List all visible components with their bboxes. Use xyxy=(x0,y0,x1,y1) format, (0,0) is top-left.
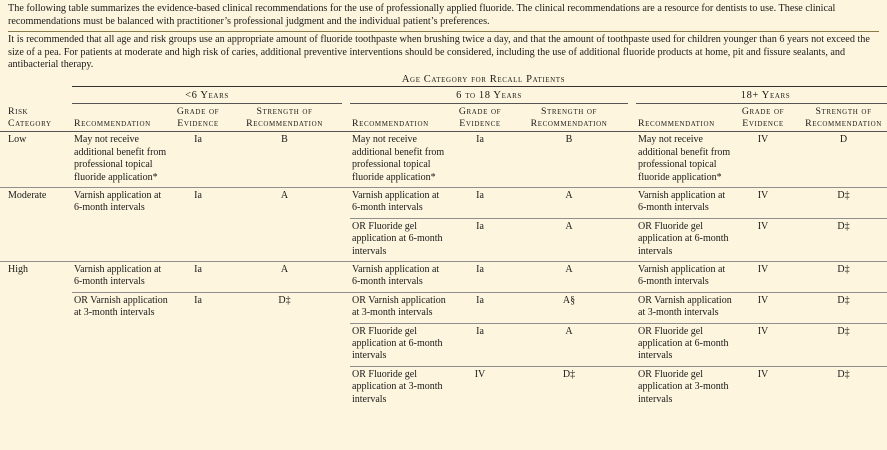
recommendation-cell: May not receive additional benefit from professional topical fluoride application* xyxy=(352,134,445,183)
strength-cell: D‡ xyxy=(792,188,887,219)
strength-cell xyxy=(227,366,342,409)
grade-cell: Ia xyxy=(450,188,510,219)
column-gap xyxy=(628,218,636,261)
strength-cell: A§ xyxy=(510,292,628,323)
column-gap xyxy=(628,323,636,366)
risk-category-cell xyxy=(0,292,72,323)
risk-category-header: Risk Category xyxy=(0,104,72,132)
strength-cell: B xyxy=(281,134,288,146)
recommendation-cell: OR Varnish application at 3-month intervals xyxy=(636,292,734,323)
strength-cell: D‡ xyxy=(792,323,887,366)
strength-cell: D‡ xyxy=(792,292,887,323)
grade-cell: IV xyxy=(734,292,792,323)
group-header-18-plus: 18+ Years xyxy=(636,88,887,104)
risk-category-cell xyxy=(0,323,72,366)
grade-cell: Ia xyxy=(450,262,510,293)
table-row xyxy=(0,366,887,409)
column-gap xyxy=(628,132,636,188)
risk-category-cell: Moderate xyxy=(0,188,72,219)
table-row xyxy=(0,262,887,293)
grade-header: Grade of Evidence xyxy=(450,104,510,132)
column-gap xyxy=(342,218,350,261)
recommendation-header: Recommendation xyxy=(350,104,450,132)
strength-cell: D‡ xyxy=(792,366,887,409)
recommendation-header: Recommendation xyxy=(72,104,169,132)
grade-header: Grade of Evidence xyxy=(169,104,227,132)
recommendation-cell: OR Fluoride gel application at 3-month intervals xyxy=(350,366,450,409)
grade-cell: Ia xyxy=(169,188,227,219)
strength-header: Strength of Recommendation xyxy=(792,104,887,132)
strength-cell: A xyxy=(510,262,628,293)
grade-cell xyxy=(169,218,227,261)
strength-cell: A xyxy=(227,188,342,219)
table-row xyxy=(0,218,887,261)
table-row xyxy=(0,323,887,366)
strength-cell: A xyxy=(510,218,628,261)
recommendation-cell xyxy=(72,218,169,261)
recommendation-cell xyxy=(72,323,169,366)
risk-category-cell xyxy=(0,366,72,409)
recommendation-cell xyxy=(72,366,169,409)
intro-paragraph-1: The following table summarizes the evidence-based clinical recommendations for the use of professionally applied fluoride. The clinical recommendations are a resource for dentists to use. These clinical recommendations must be balanced with practitioner’s professional judgment and the individual patient’s preferences. xyxy=(8,3,879,32)
grade-cell: IV xyxy=(757,134,769,146)
grade-cell: IV xyxy=(734,262,792,293)
grade-cell: Ia xyxy=(194,134,202,146)
column-gap xyxy=(628,366,636,409)
recommendation-cell: Varnish application at 6-month intervals xyxy=(636,188,734,219)
table-row xyxy=(0,132,887,188)
grade-cell xyxy=(169,366,227,409)
strength-cell: D‡ xyxy=(510,366,628,409)
grade-cell: IV xyxy=(450,366,510,409)
recommendation-cell: May not receive additional benefit from professional topical fluoride application* xyxy=(74,134,167,183)
grade-cell: IV xyxy=(734,218,792,261)
recommendation-cell: OR Varnish application at 3-month intervals xyxy=(72,292,169,323)
grade-cell: Ia xyxy=(169,292,227,323)
grade-cell: Ia xyxy=(450,323,510,366)
grade-cell: IV xyxy=(734,366,792,409)
strength-cell: D‡ xyxy=(792,262,887,293)
recommendation-cell: OR Varnish application at 3-month intervals xyxy=(350,292,450,323)
strength-cell: D‡ xyxy=(227,292,342,323)
recommendation-cell: OR Fluoride gel application at 6-month intervals xyxy=(636,218,734,261)
column-gap xyxy=(628,188,636,219)
recommendation-cell: Varnish application at 6-month intervals xyxy=(72,188,169,219)
column-gap xyxy=(628,292,636,323)
table-row xyxy=(0,292,887,323)
strength-header: Strength of Recommendation xyxy=(227,104,342,132)
grade-cell: Ia xyxy=(169,262,227,293)
recommendation-cell: OR Fluoride gel application at 6-month intervals xyxy=(350,218,450,261)
recommendation-cell: Varnish application at 6-month intervals xyxy=(350,262,450,293)
grade-cell: Ia xyxy=(476,134,484,146)
column-gap xyxy=(628,262,636,293)
grade-cell: IV xyxy=(734,188,792,219)
recommendation-cell: Varnish application at 6-month intervals xyxy=(72,262,169,293)
recommendation-header: Recommendation xyxy=(636,104,734,132)
intro-text xyxy=(0,0,887,72)
table-row xyxy=(0,188,887,219)
recommendation-cell: OR Fluoride gel application at 6-month intervals xyxy=(350,323,450,366)
column-gap xyxy=(342,366,350,409)
grade-cell: IV xyxy=(734,323,792,366)
column-gap xyxy=(342,132,350,188)
column-gap xyxy=(342,188,350,219)
group-header-under-6: <6 Years xyxy=(72,88,342,104)
strength-header: Strength of Recommendation xyxy=(510,104,628,132)
recommendation-cell: Varnish application at 6-month intervals xyxy=(350,188,450,219)
grade-cell: Ia xyxy=(450,292,510,323)
recommendation-cell: Varnish application at 6-month intervals xyxy=(636,262,734,293)
grade-header: Grade of Evidence xyxy=(734,104,792,132)
recommendation-cell: OR Fluoride gel application at 6-month intervals xyxy=(636,323,734,366)
recommendations-table xyxy=(0,74,887,409)
strength-cell: D xyxy=(839,134,848,146)
table-body xyxy=(0,132,887,409)
strength-cell: A xyxy=(510,188,628,219)
age-category-header: Age Category for Recall Patients xyxy=(72,74,887,88)
column-gap xyxy=(342,323,350,366)
intro-paragraph-2: It is recommended that all age and risk groups use an appropriate amount of fluoride toothpaste when brushing twice a day, and that the amount of toothpaste used for children younger than 6 years not exceed the size of a pea. For patients at moderate and high risk of caries, additional preventive interventions should be considered, including the use of additional fluoride products at home, pit and fissure sealants, and antibacterial therapy. xyxy=(8,34,870,71)
strength-cell: A xyxy=(510,323,628,366)
group-header-6-to-18: 6 to 18 Years xyxy=(350,88,628,104)
grade-cell xyxy=(169,323,227,366)
risk-category-cell xyxy=(0,218,72,261)
strength-cell: A xyxy=(227,262,342,293)
column-gap xyxy=(342,262,350,293)
strength-cell xyxy=(227,218,342,261)
risk-category-cell: Low xyxy=(8,134,27,146)
recommendation-cell: OR Fluoride gel application at 3-month intervals xyxy=(636,366,734,409)
strength-cell: B xyxy=(565,134,573,146)
recommendation-cell: May not receive additional benefit from professional topical fluoride application* xyxy=(638,134,731,183)
strength-cell: D‡ xyxy=(792,218,887,261)
column-gap xyxy=(342,292,350,323)
strength-cell xyxy=(227,323,342,366)
grade-cell: Ia xyxy=(450,218,510,261)
risk-category-cell: High xyxy=(0,262,72,293)
